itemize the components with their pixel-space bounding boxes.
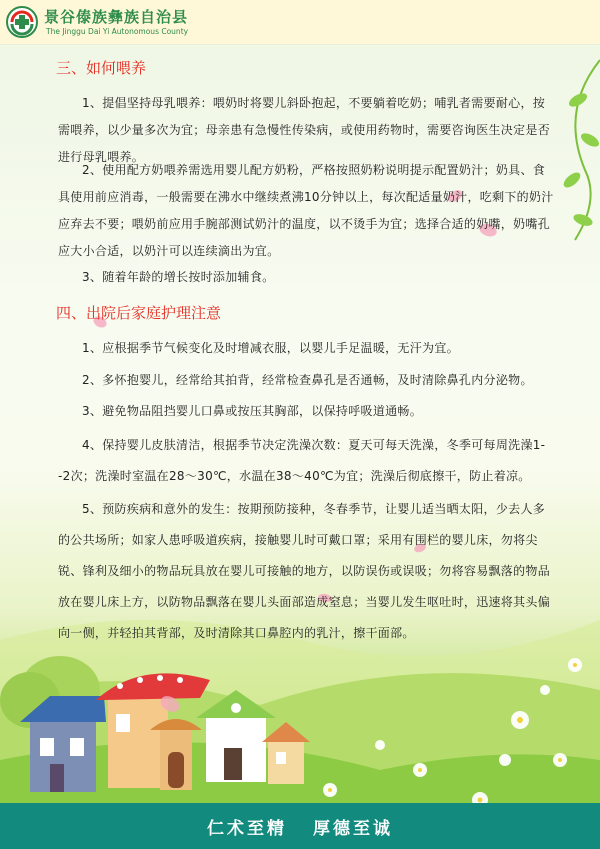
paragraph-airway: 3、避免物品阻挡婴儿口鼻或按压其胸部，以保持呼吸道通畅。 [82,404,423,418]
hospital-name-english: The Jinggu Dai Yi Autonomous County [46,27,189,36]
paragraph-breastfeeding: 1、提倡坚持母乳喂养：喂奶时将婴儿斜卧抱起，不要躺着吃奶；哺乳者需要耐心，按需喂养，以少量多次为宜；母亲患有急慢性传染病，或使用药物时，需要咨询医生决定是否进行母乳喂养。 [58,96,551,164]
paragraph-prevention: 5、预防疾病和意外的发生：按期预防接种，冬春季节，让婴儿适当晒太阳，少去人多的公共场所；如家人患呼吸道疾病，接触婴儿时可戴口罩；采用有围栏的婴儿床，勿将尖锐、锋利及细小的物品玩具放在婴儿可接触的地方，以防误伤或误吸；勿将容易飘落的物品放在婴儿床上方，以防物品飘落在婴儿头面部造成窒息；当婴儿发生呕吐时，迅速将其头偏向一侧，并轻拍其背部，及时清除其口鼻腔内的乳汁，擦干面部。 [58,502,551,640]
paragraph-skin-care: 4、保持婴儿皮肤清洁，根据季节决定洗澡次数：夏天可每天洗澡，冬季可每周洗澡1--2次；洗澡时室温在28～30℃，水温在38～40℃为宜；洗澡后彻底擦干，防止着凉。 [58,438,546,483]
hospital-logo-icon [6,6,38,38]
paragraph-formula-feeding: 2、使用配方奶喂养需选用婴儿配方奶粉，严格按照奶粉说明提示配置奶汁；奶具、食具使用前应消毒，一般需要在沸水中继续煮沸10分钟以上，每次配适量奶汁，吃剩下的奶汁应弃去不要；喂奶前应用手腕部测试奶汁的温度，以不烫手为宜；选择合适的奶嘴，奶嘴孔应大小合适，以奶汁可以连续滴出为宜。 [58,163,554,258]
slogan-left: 仁术至精 [207,818,287,839]
footer-slogan-bar [0,803,600,849]
hospital-name: 景谷傣族彝族自治县 [44,8,189,26]
section-title-home-care: 四、出院后家庭护理注意 [56,304,222,322]
slogan-right: 厚德至诚 [313,818,393,839]
paragraph-supplementary-food: 3、随着年龄的增长按时添加辅食。 [82,270,275,284]
hospital-header [0,0,600,45]
paragraph-holding-baby: 2、多怀抱婴儿，经常给其拍背，经常检查鼻孔是否通畅，及时清除鼻孔内分泌物。 [82,373,533,387]
paragraph-clothing: 1、应根据季节气候变化及时增减衣服，以婴儿手足温暖，无汗为宜。 [82,341,459,355]
section-title-feeding: 三、如何喂养 [56,59,147,77]
